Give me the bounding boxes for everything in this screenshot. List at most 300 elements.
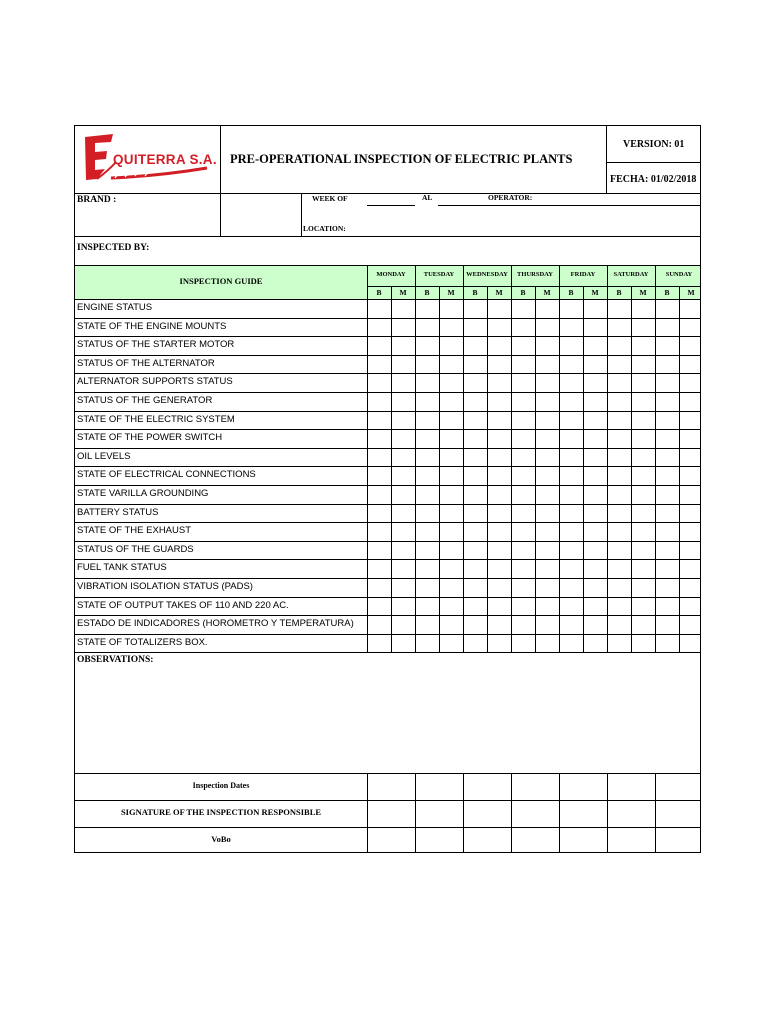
signature-cell[interactable] — [656, 801, 702, 826]
check-cell[interactable] — [512, 635, 534, 652]
check-cell[interactable] — [368, 523, 390, 540]
check-cell[interactable] — [584, 300, 606, 317]
check-cell[interactable] — [632, 523, 654, 540]
check-cell[interactable] — [536, 505, 558, 522]
check-cell[interactable] — [536, 467, 558, 484]
check-cell[interactable] — [440, 542, 462, 559]
check-cell[interactable] — [464, 356, 486, 373]
check-cell[interactable] — [512, 505, 534, 522]
check-cell[interactable] — [608, 486, 630, 503]
check-cell[interactable] — [440, 430, 462, 447]
check-cell[interactable] — [512, 523, 534, 540]
check-cell[interactable] — [440, 412, 462, 429]
m-subheader: M — [447, 288, 455, 297]
check-cell[interactable] — [512, 579, 534, 596]
check-cell[interactable] — [488, 616, 510, 633]
check-cell[interactable] — [440, 356, 462, 373]
check-cell[interactable] — [560, 616, 582, 633]
check-cell[interactable] — [608, 337, 630, 354]
check-cell[interactable] — [632, 449, 654, 466]
check-cell[interactable] — [536, 430, 558, 447]
check-cell[interactable] — [416, 635, 438, 652]
check-cell[interactable] — [368, 449, 390, 466]
check-cell[interactable] — [392, 560, 414, 577]
check-cell[interactable] — [560, 560, 582, 577]
inspection-item-label: ALTERNATOR SUPPORTS STATUS — [77, 376, 233, 388]
signature-cell[interactable] — [416, 801, 462, 826]
check-cell[interactable] — [632, 412, 654, 429]
check-cell[interactable] — [608, 449, 630, 466]
check-cell[interactable] — [512, 616, 534, 633]
check-cell[interactable] — [488, 560, 510, 577]
signature-cell[interactable] — [464, 801, 510, 826]
check-cell[interactable] — [488, 300, 510, 317]
check-cell[interactable] — [536, 616, 558, 633]
check-cell[interactable] — [464, 300, 486, 317]
check-cell[interactable] — [368, 393, 390, 410]
check-cell[interactable] — [584, 486, 606, 503]
check-cell[interactable] — [656, 393, 678, 410]
week-of-field[interactable] — [367, 205, 415, 206]
check-cell[interactable] — [632, 560, 654, 577]
check-cell[interactable] — [584, 356, 606, 373]
check-cell[interactable] — [488, 505, 510, 522]
check-cell[interactable] — [536, 486, 558, 503]
check-cell[interactable] — [464, 486, 486, 503]
check-cell[interactable] — [656, 616, 678, 633]
check-cell[interactable] — [680, 393, 702, 410]
check-cell[interactable] — [512, 319, 534, 336]
signature-cell[interactable] — [512, 801, 558, 826]
check-cell[interactable] — [416, 356, 438, 373]
check-cell[interactable] — [368, 579, 390, 596]
check-cell[interactable] — [512, 542, 534, 559]
check-cell[interactable] — [680, 430, 702, 447]
check-cell[interactable] — [584, 616, 606, 633]
company-name: QUITERRA S.A. — [113, 152, 217, 167]
check-cell[interactable] — [392, 635, 414, 652]
check-cell[interactable] — [368, 374, 390, 391]
check-cell[interactable] — [464, 337, 486, 354]
check-cell[interactable] — [464, 412, 486, 429]
check-cell[interactable] — [680, 356, 702, 373]
b-subheader: B — [616, 288, 622, 297]
check-cell[interactable] — [512, 430, 534, 447]
check-cell[interactable] — [560, 319, 582, 336]
check-cell[interactable] — [656, 356, 678, 373]
check-cell[interactable] — [560, 579, 582, 596]
check-cell[interactable] — [656, 412, 678, 429]
check-cell[interactable] — [632, 374, 654, 391]
check-cell[interactable] — [560, 505, 582, 522]
check-cell[interactable] — [632, 393, 654, 410]
check-cell[interactable] — [488, 598, 510, 615]
check-cell[interactable] — [584, 598, 606, 615]
check-cell[interactable] — [608, 635, 630, 652]
inspection-date-cell[interactable] — [560, 774, 606, 799]
check-cell[interactable] — [608, 579, 630, 596]
check-cell[interactable] — [608, 560, 630, 577]
check-cell[interactable] — [584, 523, 606, 540]
check-cell[interactable] — [656, 579, 678, 596]
check-cell[interactable] — [440, 449, 462, 466]
check-cell[interactable] — [560, 300, 582, 317]
check-cell[interactable] — [440, 337, 462, 354]
check-cell[interactable] — [632, 337, 654, 354]
check-cell[interactable] — [416, 579, 438, 596]
inspection-date-cell[interactable] — [608, 774, 654, 799]
check-cell[interactable] — [584, 393, 606, 410]
inspection-date-cell[interactable] — [512, 774, 558, 799]
check-cell[interactable] — [488, 579, 510, 596]
check-cell[interactable] — [656, 486, 678, 503]
check-cell[interactable] — [608, 542, 630, 559]
check-cell[interactable] — [656, 337, 678, 354]
check-cell[interactable] — [368, 412, 390, 429]
inspection-date-cell[interactable] — [368, 774, 414, 799]
check-cell[interactable] — [632, 486, 654, 503]
check-cell[interactable] — [416, 560, 438, 577]
check-cell[interactable] — [680, 449, 702, 466]
check-cell[interactable] — [416, 598, 438, 615]
check-cell[interactable] — [584, 560, 606, 577]
check-cell[interactable] — [368, 430, 390, 447]
inspection-date-cell[interactable] — [464, 774, 510, 799]
check-cell[interactable] — [656, 374, 678, 391]
check-cell[interactable] — [416, 412, 438, 429]
check-cell[interactable] — [488, 635, 510, 652]
check-cell[interactable] — [680, 579, 702, 596]
check-cell[interactable] — [632, 356, 654, 373]
vobo-cell[interactable] — [608, 828, 654, 853]
check-cell[interactable] — [560, 337, 582, 354]
check-cell[interactable] — [656, 449, 678, 466]
check-cell[interactable] — [464, 430, 486, 447]
check-cell[interactable] — [440, 523, 462, 540]
check-cell[interactable] — [416, 337, 438, 354]
check-cell[interactable] — [656, 523, 678, 540]
check-cell[interactable] — [488, 430, 510, 447]
check-cell[interactable] — [584, 635, 606, 652]
check-cell[interactable] — [632, 542, 654, 559]
check-cell[interactable] — [680, 300, 702, 317]
check-cell[interactable] — [536, 635, 558, 652]
check-cell[interactable] — [632, 505, 654, 522]
signature-cell[interactable] — [608, 801, 654, 826]
check-cell[interactable] — [368, 467, 390, 484]
check-cell[interactable] — [392, 430, 414, 447]
check-cell[interactable] — [584, 319, 606, 336]
check-cell[interactable] — [560, 412, 582, 429]
check-cell[interactable] — [608, 319, 630, 336]
check-cell[interactable] — [368, 542, 390, 559]
check-cell[interactable] — [464, 616, 486, 633]
check-cell[interactable] — [608, 412, 630, 429]
check-cell[interactable] — [560, 486, 582, 503]
check-cell[interactable] — [680, 523, 702, 540]
check-cell[interactable] — [440, 505, 462, 522]
check-cell[interactable] — [680, 616, 702, 633]
check-cell[interactable] — [464, 505, 486, 522]
check-cell[interactable] — [560, 467, 582, 484]
check-cell[interactable] — [608, 467, 630, 484]
check-cell[interactable] — [560, 635, 582, 652]
check-cell[interactable] — [392, 393, 414, 410]
check-cell[interactable] — [584, 430, 606, 447]
check-cell[interactable] — [488, 319, 510, 336]
check-cell[interactable] — [464, 579, 486, 596]
check-cell[interactable] — [416, 449, 438, 466]
check-cell[interactable] — [440, 598, 462, 615]
check-cell[interactable] — [368, 505, 390, 522]
check-cell[interactable] — [392, 486, 414, 503]
check-cell[interactable] — [392, 542, 414, 559]
check-cell[interactable] — [560, 598, 582, 615]
check-cell[interactable] — [392, 579, 414, 596]
check-cell[interactable] — [392, 337, 414, 354]
check-cell[interactable] — [440, 300, 462, 317]
check-cell[interactable] — [464, 598, 486, 615]
check-cell[interactable] — [368, 319, 390, 336]
check-cell[interactable] — [656, 560, 678, 577]
check-cell[interactable] — [392, 467, 414, 484]
check-cell[interactable] — [680, 319, 702, 336]
inspection-date-cell[interactable] — [416, 774, 462, 799]
check-cell[interactable] — [368, 337, 390, 354]
check-cell[interactable] — [488, 542, 510, 559]
check-cell[interactable] — [680, 505, 702, 522]
inspection-item-label: ENGINE STATUS — [77, 302, 153, 313]
check-cell[interactable] — [416, 393, 438, 410]
check-cell[interactable] — [488, 337, 510, 354]
al-field[interactable] — [438, 205, 700, 206]
check-cell[interactable] — [392, 598, 414, 615]
check-cell[interactable] — [488, 467, 510, 484]
check-cell[interactable] — [656, 467, 678, 484]
check-cell[interactable] — [608, 374, 630, 391]
check-cell[interactable] — [512, 598, 534, 615]
check-cell[interactable] — [560, 542, 582, 559]
check-cell[interactable] — [680, 374, 702, 391]
check-cell[interactable] — [392, 449, 414, 466]
check-cell[interactable] — [464, 374, 486, 391]
check-cell[interactable] — [392, 523, 414, 540]
check-cell[interactable] — [488, 356, 510, 373]
check-cell[interactable] — [680, 486, 702, 503]
check-cell[interactable] — [656, 598, 678, 615]
m-subheader: M — [591, 288, 599, 297]
check-cell[interactable] — [512, 449, 534, 466]
vobo-cell[interactable] — [656, 828, 702, 853]
check-cell[interactable] — [608, 598, 630, 615]
check-cell[interactable] — [632, 300, 654, 317]
check-cell[interactable] — [368, 635, 390, 652]
check-cell[interactable] — [632, 319, 654, 336]
check-cell[interactable] — [560, 430, 582, 447]
check-cell[interactable] — [416, 542, 438, 559]
check-cell[interactable] — [392, 412, 414, 429]
check-cell[interactable] — [464, 523, 486, 540]
check-cell[interactable] — [368, 486, 390, 503]
m-subheader: M — [687, 288, 695, 297]
check-cell[interactable] — [608, 616, 630, 633]
check-cell[interactable] — [416, 319, 438, 336]
check-cell[interactable] — [680, 337, 702, 354]
check-cell[interactable] — [464, 542, 486, 559]
check-cell[interactable] — [560, 449, 582, 466]
check-cell[interactable] — [392, 616, 414, 633]
check-cell[interactable] — [536, 337, 558, 354]
check-cell[interactable] — [512, 560, 534, 577]
check-cell[interactable] — [536, 598, 558, 615]
check-cell[interactable] — [392, 300, 414, 317]
check-cell[interactable] — [512, 300, 534, 317]
check-cell[interactable] — [464, 393, 486, 410]
vobo-cell[interactable] — [368, 828, 414, 853]
vobo-cell[interactable] — [416, 828, 462, 853]
check-cell[interactable] — [440, 579, 462, 596]
check-cell[interactable] — [416, 486, 438, 503]
check-cell[interactable] — [584, 412, 606, 429]
check-cell[interactable] — [680, 635, 702, 652]
check-cell[interactable] — [608, 505, 630, 522]
signature-cell[interactable] — [368, 801, 414, 826]
check-cell[interactable] — [608, 430, 630, 447]
check-cell[interactable] — [512, 412, 534, 429]
check-cell[interactable] — [584, 449, 606, 466]
check-cell[interactable] — [584, 542, 606, 559]
check-cell[interactable] — [368, 560, 390, 577]
check-cell[interactable] — [512, 486, 534, 503]
check-cell[interactable] — [512, 467, 534, 484]
check-cell[interactable] — [656, 635, 678, 652]
check-cell[interactable] — [608, 300, 630, 317]
check-cell[interactable] — [632, 467, 654, 484]
check-cell[interactable] — [488, 523, 510, 540]
check-cell[interactable] — [608, 393, 630, 410]
check-cell[interactable] — [488, 374, 510, 391]
check-cell[interactable] — [488, 412, 510, 429]
check-cell[interactable] — [392, 319, 414, 336]
check-cell[interactable] — [512, 393, 534, 410]
logo-swoosh-icon — [109, 166, 209, 180]
vobo-cell[interactable] — [512, 828, 558, 853]
check-cell[interactable] — [416, 616, 438, 633]
check-cell[interactable] — [488, 449, 510, 466]
check-cell[interactable] — [632, 598, 654, 615]
check-cell[interactable] — [584, 337, 606, 354]
check-cell[interactable] — [440, 467, 462, 484]
check-cell[interactable] — [464, 449, 486, 466]
check-cell[interactable] — [632, 616, 654, 633]
check-cell[interactable] — [680, 412, 702, 429]
check-cell[interactable] — [536, 356, 558, 373]
check-cell[interactable] — [488, 486, 510, 503]
check-cell[interactable] — [536, 300, 558, 317]
check-cell[interactable] — [512, 374, 534, 391]
check-cell[interactable] — [440, 319, 462, 336]
check-cell[interactable] — [632, 635, 654, 652]
check-cell[interactable] — [680, 560, 702, 577]
check-cell[interactable] — [584, 579, 606, 596]
check-cell[interactable] — [488, 393, 510, 410]
check-cell[interactable] — [584, 467, 606, 484]
check-cell[interactable] — [368, 598, 390, 615]
check-cell[interactable] — [416, 467, 438, 484]
vobo-cell[interactable] — [464, 828, 510, 853]
check-cell[interactable] — [536, 523, 558, 540]
check-cell[interactable] — [440, 486, 462, 503]
check-cell[interactable] — [416, 374, 438, 391]
check-cell[interactable] — [680, 598, 702, 615]
check-cell[interactable] — [656, 300, 678, 317]
check-cell[interactable] — [392, 356, 414, 373]
check-cell[interactable] — [368, 300, 390, 317]
check-cell[interactable] — [560, 393, 582, 410]
check-cell[interactable] — [440, 393, 462, 410]
check-cell[interactable] — [536, 412, 558, 429]
check-cell[interactable] — [464, 635, 486, 652]
check-cell[interactable] — [440, 560, 462, 577]
check-cell[interactable] — [536, 449, 558, 466]
check-cell[interactable] — [608, 523, 630, 540]
check-cell[interactable] — [608, 356, 630, 373]
check-cell[interactable] — [392, 374, 414, 391]
check-cell[interactable] — [536, 579, 558, 596]
check-cell[interactable] — [656, 542, 678, 559]
check-cell[interactable] — [584, 374, 606, 391]
check-cell[interactable] — [464, 319, 486, 336]
location-label: LOCATION: — [303, 224, 346, 233]
check-cell[interactable] — [512, 356, 534, 373]
check-cell[interactable] — [536, 374, 558, 391]
check-cell[interactable] — [632, 579, 654, 596]
check-cell[interactable] — [416, 523, 438, 540]
check-cell[interactable] — [656, 430, 678, 447]
check-cell[interactable] — [656, 505, 678, 522]
check-cell[interactable] — [680, 542, 702, 559]
check-cell[interactable] — [416, 430, 438, 447]
check-cell[interactable] — [392, 505, 414, 522]
check-cell[interactable] — [440, 635, 462, 652]
check-cell[interactable] — [680, 467, 702, 484]
observations-area[interactable] — [75, 654, 700, 772]
signature-cell[interactable] — [560, 801, 606, 826]
check-cell[interactable] — [560, 523, 582, 540]
check-cell[interactable] — [560, 356, 582, 373]
check-cell[interactable] — [440, 374, 462, 391]
check-cell[interactable] — [536, 319, 558, 336]
check-cell[interactable] — [560, 374, 582, 391]
inspection-form — [74, 125, 701, 853]
check-cell[interactable] — [416, 300, 438, 317]
check-cell[interactable] — [464, 560, 486, 577]
check-cell[interactable] — [464, 467, 486, 484]
check-cell[interactable] — [368, 616, 390, 633]
check-cell[interactable] — [440, 616, 462, 633]
check-cell[interactable] — [584, 505, 606, 522]
vobo-cell[interactable] — [560, 828, 606, 853]
check-cell[interactable] — [632, 430, 654, 447]
check-cell[interactable] — [416, 505, 438, 522]
check-cell[interactable] — [512, 337, 534, 354]
check-cell[interactable] — [536, 560, 558, 577]
inspection-date-cell[interactable] — [656, 774, 702, 799]
check-cell[interactable] — [368, 356, 390, 373]
check-cell[interactable] — [536, 542, 558, 559]
check-cell[interactable] — [536, 393, 558, 410]
check-cell[interactable] — [656, 319, 678, 336]
